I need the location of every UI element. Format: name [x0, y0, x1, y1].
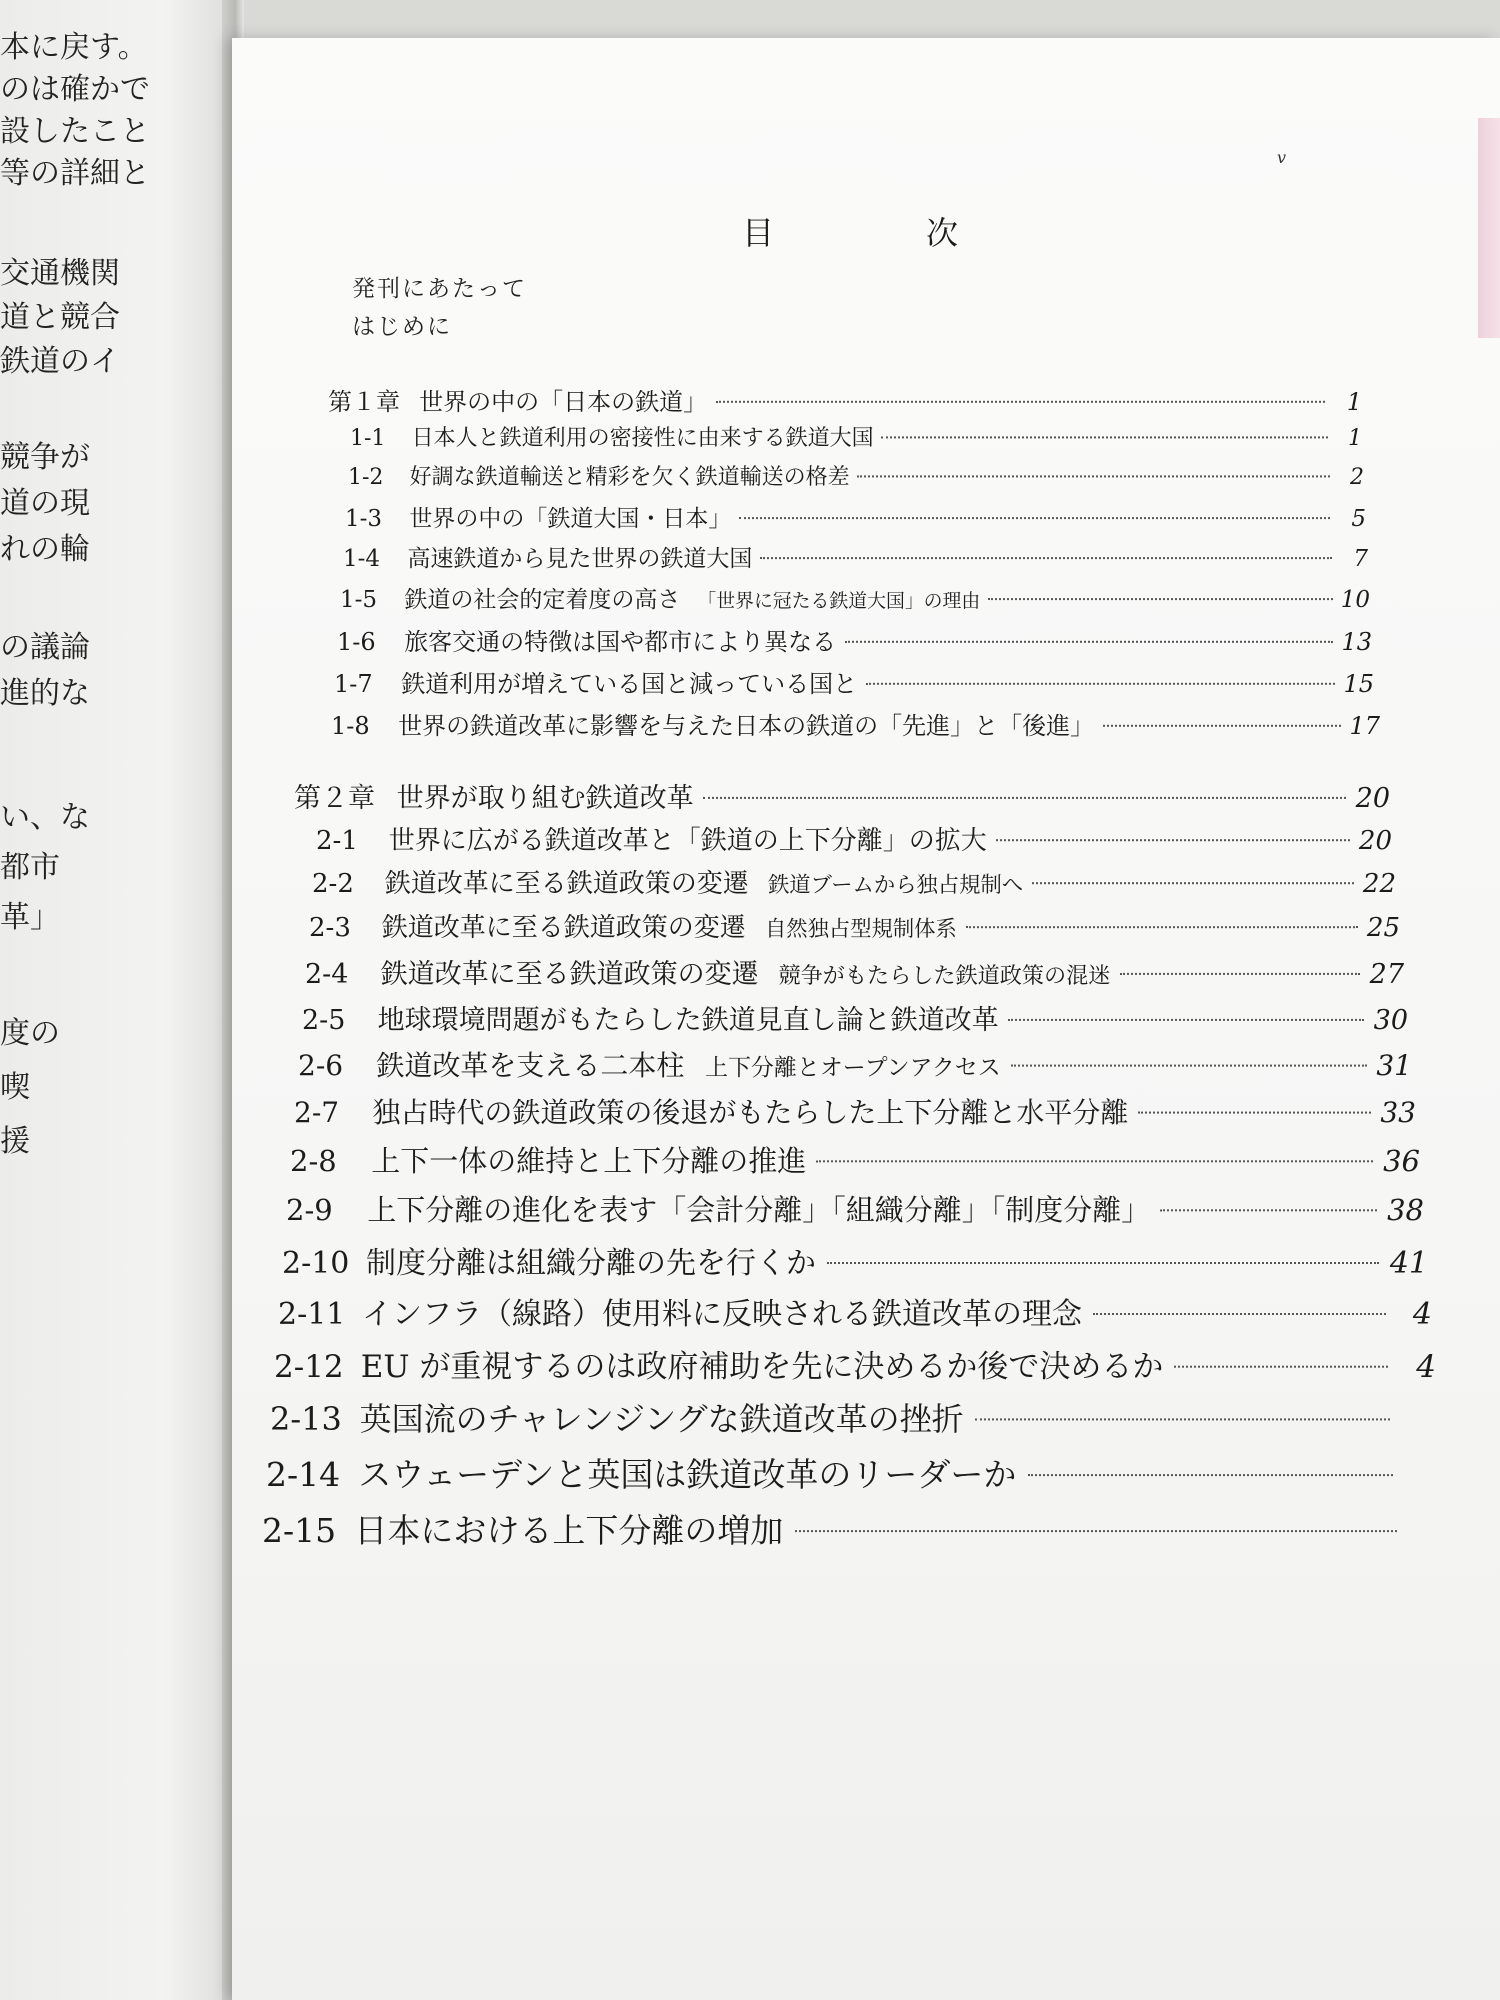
left-page-line: 本に戻す。 [0, 30, 148, 65]
page-title: 目 次 [742, 214, 1019, 252]
toc-section-entry [305, 952, 1404, 991]
page-ref: 20 [1358, 826, 1392, 856]
leader-dots [816, 1160, 1373, 1162]
toc-section-entry [278, 1289, 1432, 1333]
section-number: 2-11 [278, 1297, 346, 1332]
leader-dots [1011, 1065, 1367, 1067]
toc-section-entry [316, 820, 1392, 857]
section-title: 好調な鉄道輸送と精彩を欠く鉄道輸送の格差 [409, 465, 850, 490]
section-number: 2-10 [282, 1246, 350, 1281]
leader-dots [966, 926, 1358, 928]
front-matter-item: はじめに [352, 314, 452, 340]
section-number: 2-5 [302, 1005, 346, 1036]
page-ref: 22 [1362, 869, 1396, 899]
left-page-line: 革」 [0, 900, 60, 935]
toc-section-entry [350, 421, 1362, 452]
section-number: 1-3 [345, 506, 383, 532]
toc-section-entry [312, 863, 1396, 900]
section-title: 鉄道改革に至る鉄道政策の変遷 [380, 959, 759, 990]
leader-dots [975, 1418, 1391, 1420]
leader-dots [1103, 725, 1341, 727]
left-page-line: 喫 [0, 1070, 30, 1105]
page-ref: 41 [1389, 1246, 1428, 1281]
page-ref: 20 [1355, 783, 1390, 814]
section-number: 1-2 [348, 465, 384, 490]
section-title: 上下一体の維持と上下分離の推進 [371, 1144, 807, 1178]
section-number: 2-1 [316, 826, 358, 856]
section-title: 高速鉄道から見た世界の鉄道大国 [407, 546, 753, 572]
toc-section-entry [343, 540, 1368, 573]
toc-section-entry [345, 500, 1366, 533]
section-title: 世界に広がる鉄道改革と「鉄道の上下分離」の拡大 [388, 826, 987, 856]
left-page-line: 競争が [0, 440, 90, 475]
left-page-line: 援 [0, 1124, 30, 1159]
page-ref: 33 [1380, 1096, 1416, 1129]
toc-section-entry [270, 1394, 1440, 1440]
page-ref: 7 [1353, 546, 1368, 572]
section-number: 1-6 [337, 628, 376, 656]
page-ref: 25 [1366, 913, 1400, 943]
page-ref: 27 [1369, 959, 1404, 990]
section-title: インフラ（線路）使用料に反映される鉄道改革の理念 [362, 1297, 1082, 1332]
section-title: 鉄道の社会的定着度の高さ [404, 587, 681, 613]
section-number: 2-15 [262, 1511, 337, 1550]
section-number: 1-8 [331, 712, 370, 740]
left-page-line: のは確かで [0, 72, 150, 107]
leader-dots [703, 797, 1346, 799]
toc-section-entry [282, 1238, 1428, 1282]
section-number: 2-6 [298, 1049, 344, 1082]
section-number: 2-8 [290, 1144, 337, 1178]
leader-dots [881, 436, 1328, 438]
page-ref: 1 [1346, 388, 1362, 416]
section-subtitle: 競争がもたらした鉄道政策の混迷 [778, 963, 1111, 989]
section-subtitle: 自然独占型規制体系 [765, 917, 957, 942]
leader-dots [1032, 882, 1354, 884]
section-title: 上下分離の進化を表す「会計分離」「組織分離」「制度分離」 [367, 1193, 1151, 1227]
section-title: 英国流のチャレンジングな鉄道改革の挫折 [359, 1400, 964, 1438]
leader-dots [716, 401, 1325, 403]
section-title: 鉄道改革に至る鉄道政策の変遷 [381, 913, 746, 943]
section-title: 日本における上下分離の増加 [354, 1511, 784, 1550]
toc-section-entry [290, 1139, 1420, 1180]
chapter-title: 世界の中の「日本の鉄道」 [419, 388, 708, 416]
page-tab-marker [1478, 118, 1500, 338]
page-ref: 5 [1351, 506, 1366, 532]
section-number: 2-4 [305, 959, 349, 990]
page-ref: 4 [1412, 1297, 1432, 1332]
section-title: 地球環境問題がもたらした鉄道見直し論と鉄道改革 [377, 1005, 999, 1036]
section-number: 2-9 [286, 1193, 333, 1227]
leader-dots [1160, 1209, 1377, 1211]
page-ref: 13 [1341, 628, 1372, 656]
leader-dots [1138, 1112, 1370, 1114]
section-number: 1-4 [343, 546, 381, 572]
section-title: 制度分離は組織分離の先を行くか [366, 1246, 816, 1281]
toc-section-entry [309, 907, 1400, 944]
toc-section-entry [262, 1505, 1448, 1552]
page-ref: 30 [1373, 1005, 1408, 1036]
leader-dots [857, 475, 1330, 477]
left-page-line: れの輪 [0, 532, 90, 567]
toc-section-entry [286, 1188, 1424, 1229]
left-facing-page [0, 0, 236, 2000]
leader-dots [1028, 1474, 1393, 1476]
section-title: 独占時代の鉄道政策の後退がもたらした上下分離と水平分離 [372, 1096, 1129, 1129]
section-title: 世界の鉄道改革に影響を与えた日本の鉄道の「先進」と「後進」 [398, 712, 1095, 740]
section-number: 2-3 [309, 913, 351, 943]
page-ref: 1 [1348, 426, 1362, 451]
left-page-line: 設したこと [0, 114, 150, 149]
toc-section-entry [331, 706, 1380, 741]
toc-section-entry [294, 1091, 1416, 1131]
section-title: EU が重視するのは政府補助を先に決めるか後で決めるか [360, 1349, 1164, 1385]
section-subtitle: 上下分離とオープンアクセス [705, 1055, 1001, 1081]
page-ref: 31 [1376, 1049, 1412, 1082]
leader-dots [1093, 1313, 1386, 1315]
toc-section-entry [340, 581, 1370, 614]
leader-dots [795, 1530, 1397, 1532]
section-number: 1-1 [350, 426, 386, 451]
leader-dots [845, 641, 1333, 643]
left-page-line: 度の [0, 1016, 60, 1051]
page-ref: 36 [1383, 1144, 1420, 1178]
front-matter-item: 発刊にあたって [352, 276, 527, 302]
left-page-line: 道の現 [0, 486, 90, 521]
toc-section-entry [266, 1449, 1444, 1496]
section-title: 鉄道改革に至る鉄道政策の変遷 [384, 869, 749, 899]
leader-dots [827, 1262, 1380, 1264]
toc-section-entry [348, 460, 1364, 491]
page-ref: 4 [1416, 1349, 1436, 1385]
leader-dots [1008, 1019, 1364, 1021]
leader-dots [1174, 1366, 1388, 1368]
chapter-heading [328, 382, 1362, 417]
chapter-heading [294, 776, 1390, 815]
section-title: スウェーデンと英国は鉄道改革のリーダーか [358, 1455, 1017, 1494]
page-ref: 17 [1349, 712, 1380, 740]
toc-section-entry [337, 622, 1372, 657]
section-subtitle: 鉄道ブームから独占規制へ [768, 873, 1024, 898]
section-title: 鉄道利用が増えている国と減っている国と [401, 670, 858, 698]
leader-dots [1120, 973, 1360, 975]
section-number: 2-13 [270, 1400, 342, 1438]
page-ref: 15 [1343, 670, 1374, 698]
left-page-line: い、な [0, 800, 90, 835]
page-ref: 10 [1340, 587, 1370, 613]
toc-page [232, 38, 1500, 2000]
section-title: 世界の中の「鉄道大国・日本」 [409, 506, 732, 532]
toc-section-entry [274, 1341, 1436, 1386]
left-page-line: 鉄道のイ [0, 344, 120, 379]
toc-section-entry [302, 998, 1408, 1037]
section-number: 2-2 [312, 869, 354, 899]
page-number: v [1277, 148, 1287, 167]
page-ref: 38 [1387, 1193, 1424, 1227]
section-number: 1-5 [340, 587, 378, 613]
section-number: 1-7 [334, 670, 373, 698]
toc-section-entry [334, 664, 1374, 699]
chapter-label: 第１章 [328, 388, 400, 416]
left-page-line: 進的な [0, 676, 90, 711]
chapter-title: 世界が取り組む鉄道改革 [396, 783, 694, 814]
chapter-label: 第２章 [294, 783, 375, 814]
section-number: 2-7 [294, 1096, 340, 1129]
section-title: 鉄道改革を支える二本柱 [376, 1049, 685, 1082]
toc-section-entry [298, 1044, 1412, 1084]
leader-dots [866, 683, 1335, 685]
section-title: 日本人と鉄道利用の密接性に由来する鉄道大国 [411, 426, 874, 451]
left-page-line: 交通機関 [0, 256, 120, 291]
leader-dots [760, 557, 1332, 559]
leader-dots [988, 598, 1332, 600]
left-page-line: 等の詳細と [0, 156, 150, 191]
section-number: 2-14 [266, 1455, 341, 1494]
left-page-line: 道と競合 [0, 300, 120, 335]
left-page-line: 都市 [0, 850, 60, 885]
section-number: 2-12 [274, 1349, 344, 1385]
leader-dots [739, 517, 1330, 519]
section-subtitle: 「世界に冠たる鉄道大国」の理由 [697, 590, 981, 612]
section-title: 旅客交通の特徴は国や都市により異なる [404, 628, 837, 656]
page-ref: 2 [1350, 465, 1364, 490]
left-page-line: の議論 [0, 630, 90, 665]
leader-dots [996, 839, 1350, 841]
